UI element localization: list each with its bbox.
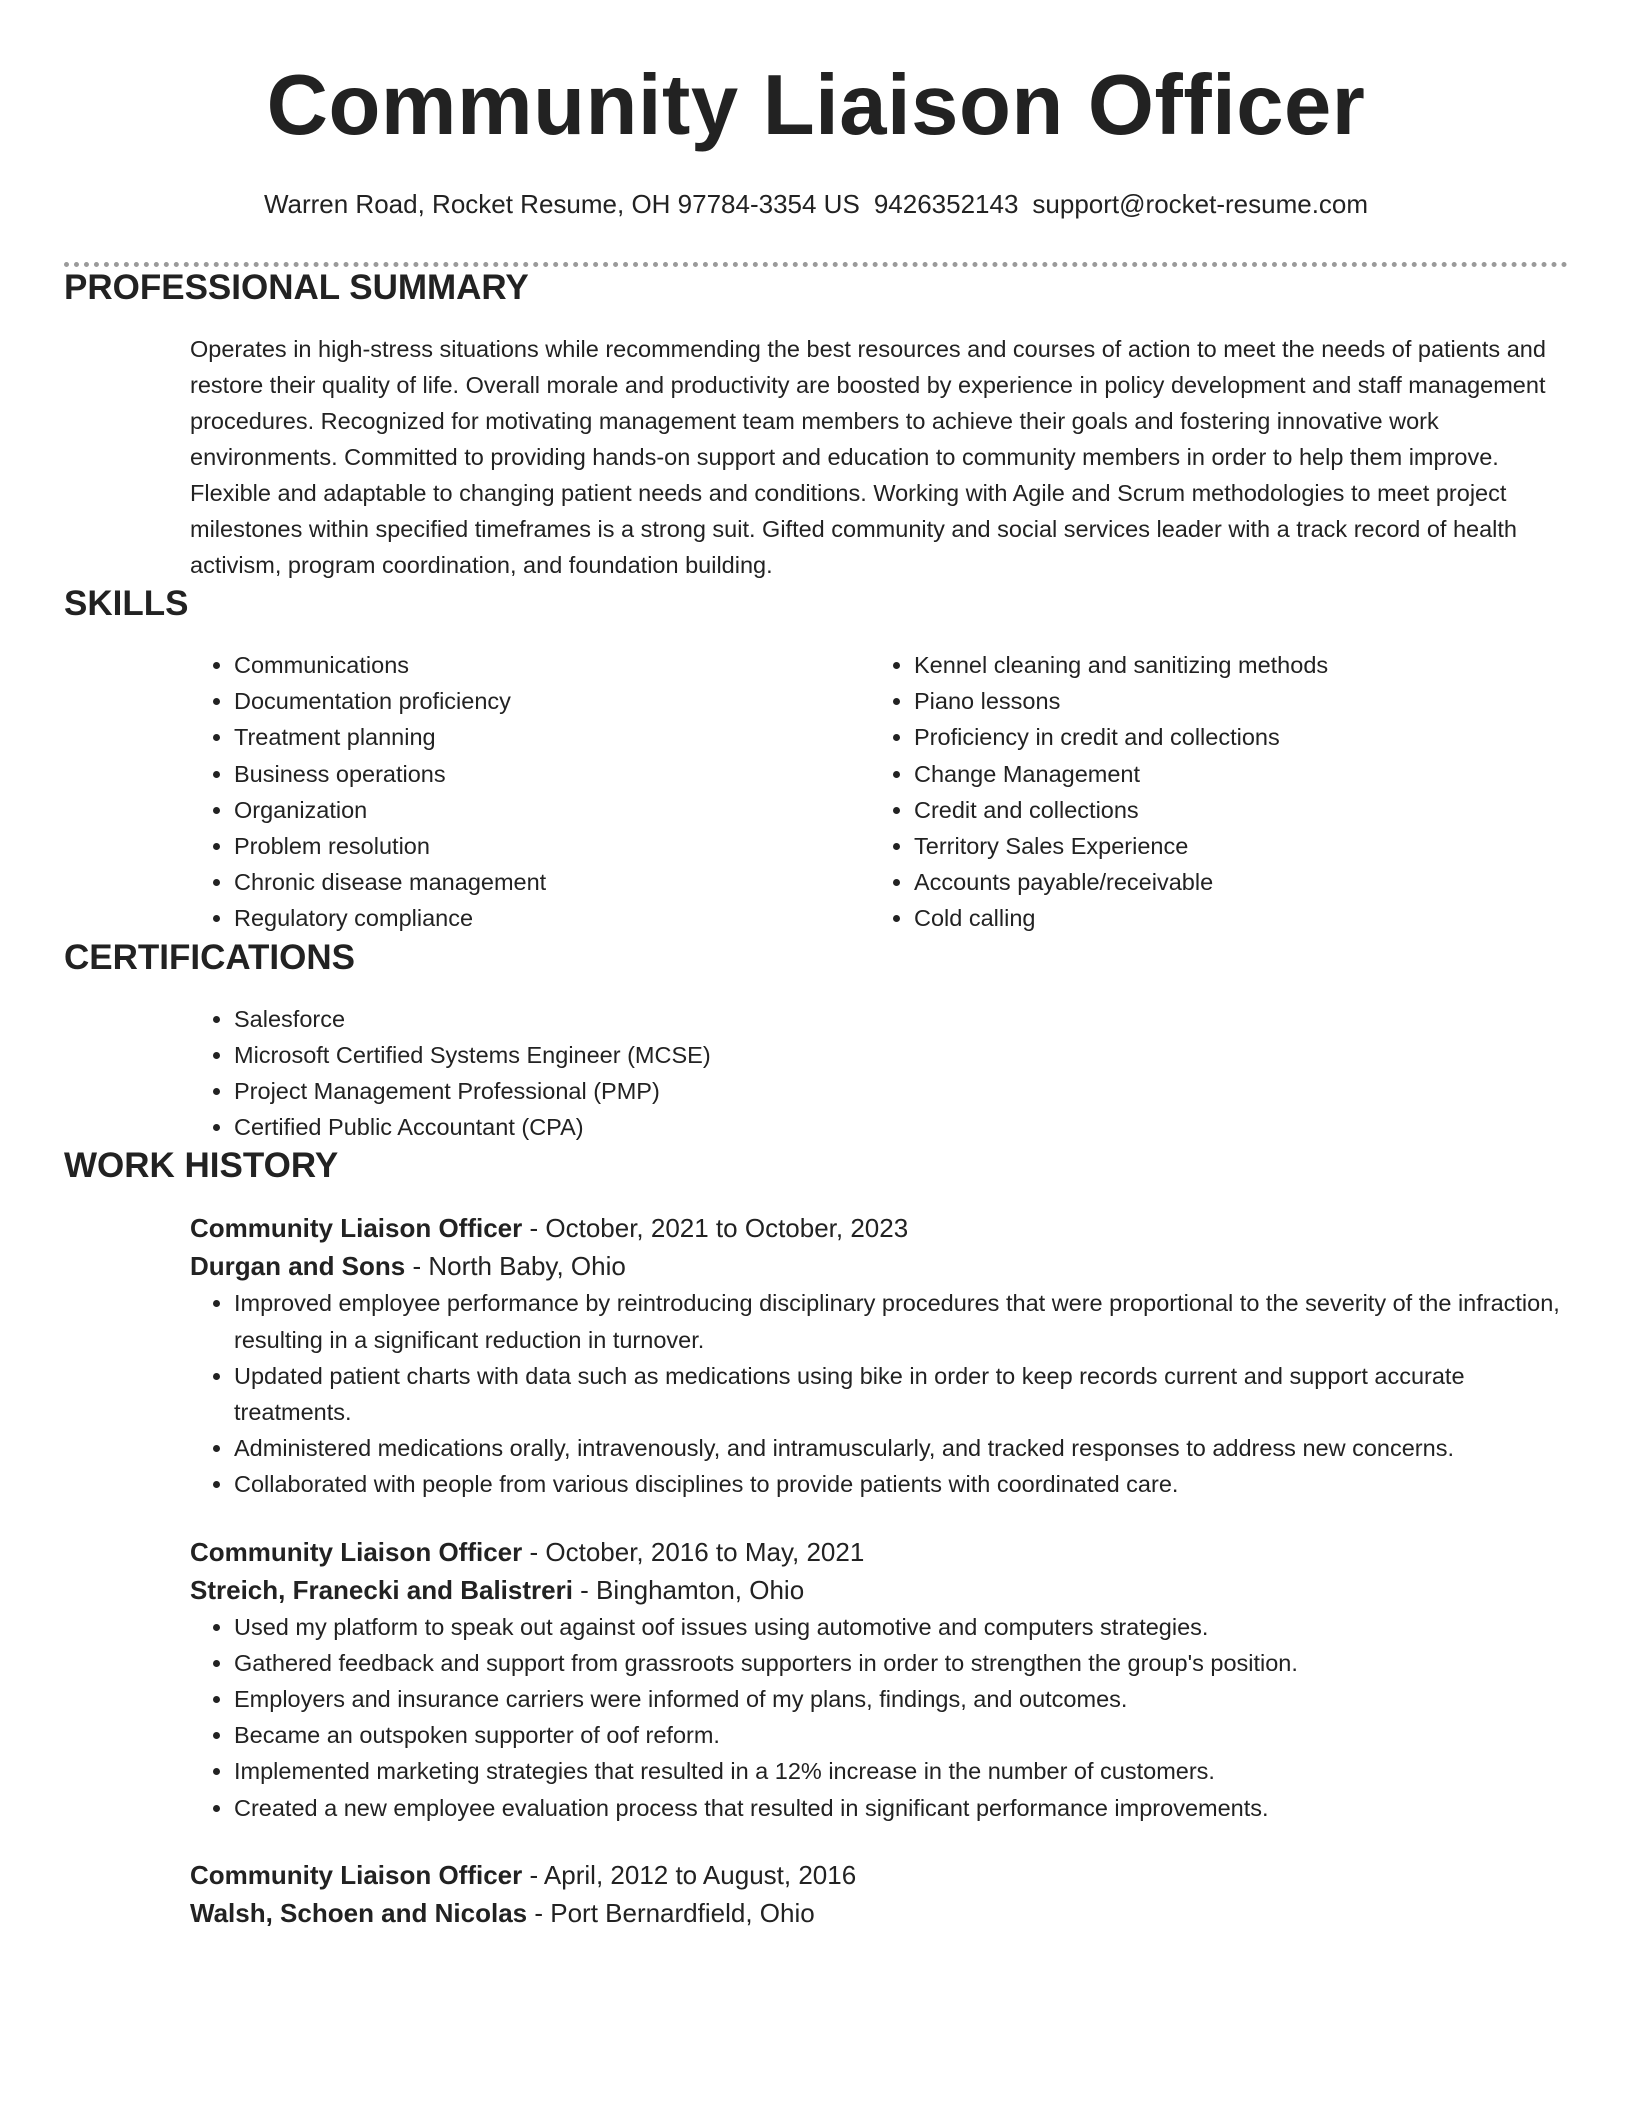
job-role-line: [190, 1856, 1568, 1894]
job-duty-item: • Updated patient charts with data such as medications using bike in order to keep records current and support accurate treatments.: [234, 1358, 1568, 1430]
job-entry: [190, 1856, 1568, 1932]
skill-item: • Treatment planning: [234, 719, 870, 755]
skill-item: • Credit and collections: [914, 792, 1550, 828]
skills-column-left: [190, 647, 870, 937]
skill-item: • Problem resolution: [234, 828, 870, 864]
certifications-heading: CERTIFICATIONS: [64, 937, 356, 977]
job-duty-item: • Became an outspoken supporter of oof reform.: [234, 1717, 1568, 1753]
skill-item: • Kennel cleaning and sanitizing methods: [914, 647, 1550, 683]
skill-item: • Proficiency in credit and collections: [914, 719, 1550, 755]
skills-heading: SKILLS: [64, 584, 189, 623]
job-company-line: [190, 1571, 1568, 1609]
job-location: - Binghamton, Ohio: [572, 1574, 805, 1605]
job-location: - North Baby, Ohio: [405, 1251, 626, 1282]
job-role-line: [190, 1209, 1568, 1247]
skill-item: • Territory Sales Experience: [914, 828, 1550, 864]
job-location: - Port Bernardfield, Ohio: [527, 1897, 815, 1928]
job-duties-list: [190, 1285, 1568, 1502]
certification-item: • Microsoft Certified Systems Engineer (MCSE): [234, 1037, 1568, 1073]
certifications-block: [190, 1001, 1568, 1146]
job-dates: - October, 2021 to October, 2023: [522, 1213, 909, 1244]
job-dates: - October, 2016 to May, 2021: [522, 1536, 865, 1567]
job-duty-item: • Collaborated with people from various disciplines to provide patients with coordinated care.: [234, 1466, 1568, 1502]
job-duty-item: • Administered medications orally, intravenously, and intramuscularly, and tracked responses to address new concerns.: [234, 1430, 1568, 1466]
contact-address: Warren Road, Rocket Resume, OH 97784-3354 US: [263, 189, 860, 219]
skill-item: • Communications: [234, 647, 870, 683]
job-duty-item: • Used my platform to speak out against oof issues using automotive and computers strategies.: [234, 1609, 1568, 1645]
skill-item: • Cold calling: [914, 900, 1550, 936]
skill-item: • Accounts payable/receivable: [914, 864, 1550, 900]
contact-email[interactable]: support@rocket-resume.com: [1032, 189, 1369, 219]
job-duty-item: • Implemented marketing strategies that resulted in a 12% increase in the number of customers.: [234, 1753, 1568, 1789]
job-role: Community Liaison Officer: [190, 1859, 523, 1890]
job-dates: - April, 2012 to August, 2016: [522, 1859, 857, 1890]
job-entry: [190, 1209, 1568, 1502]
contact-phone: 9426352143: [873, 189, 1019, 219]
resume-name: Community Liaison Officer: [266, 58, 1366, 153]
skill-item: • Change Management: [914, 756, 1550, 792]
job-duty-item: • Improved employee performance by reintroducing disciplinary procedures that were proportional to the severity of the infraction, resulting in a significant reduction in turnover.: [234, 1285, 1568, 1357]
job-role: Community Liaison Officer: [190, 1213, 523, 1244]
job-entry: [190, 1533, 1568, 1826]
job-duty-item: • Created a new employee evaluation process that resulted in significant performance improvements.: [234, 1790, 1568, 1826]
job-duty-item: • Gathered feedback and support from grassroots supporters in order to strengthen the group's position.: [234, 1645, 1568, 1681]
skill-item: • Organization: [234, 792, 870, 828]
certification-item: • Project Management Professional (PMP): [234, 1073, 1568, 1109]
work-history-heading: WORK HISTORY: [64, 1146, 339, 1186]
certification-item: • Certified Public Accountant (CPA): [234, 1109, 1568, 1145]
skills-list-right: [870, 647, 1550, 937]
resume-page: [64, 0, 1568, 1932]
summary-heading: PROFESSIONAL SUMMARY: [64, 268, 529, 307]
certification-item: • Salesforce: [234, 1001, 1568, 1037]
job-company-line: [190, 1894, 1568, 1932]
skills-grid: [190, 647, 1568, 937]
certifications-list: [190, 1001, 1568, 1146]
skills-list-left: [190, 647, 870, 937]
contact-line: [64, 188, 1568, 220]
job-role-line: [190, 1533, 1568, 1571]
job-duty-item: • Employers and insurance carriers were informed of my plans, findings, and outcomes.: [234, 1681, 1568, 1717]
skill-item: • Regulatory compliance: [234, 900, 870, 936]
skill-item: • Chronic disease management: [234, 864, 870, 900]
job-company: Walsh, Schoen and Nicolas: [190, 1897, 528, 1928]
job-company-line: [190, 1247, 1568, 1285]
job-company: Durgan and Sons: [190, 1251, 406, 1282]
job-duties-list: [190, 1609, 1568, 1826]
job-company: Streich, Franecki and Balistreri: [190, 1574, 573, 1605]
skill-item: • Piano lessons: [914, 683, 1550, 719]
job-role: Community Liaison Officer: [190, 1536, 523, 1567]
skill-item: • Business operations: [234, 756, 870, 792]
skills-column-right: [870, 647, 1550, 937]
summary-text: Operates in high-stress situations while recommending the best resources and courses of action to meet the needs of patients and restore their quality of life. Overall morale and productivity are boosted by experience in policy development and staff management procedures. Recognized for motivating management team members to achieve their goals and fostering innovative work environments. Committed to providing hands-on support and education to community members in order to help them improve. Flexible and adaptable to changing patient needs and conditions. Working with Agile and Scrum methodologies to meet project milestones within specified timeframes is a strong suit. Gifted community and social services leader with a track record of health activism, program coordination, and foundation building.: [190, 336, 1546, 578]
skill-item: • Documentation proficiency: [234, 683, 870, 719]
